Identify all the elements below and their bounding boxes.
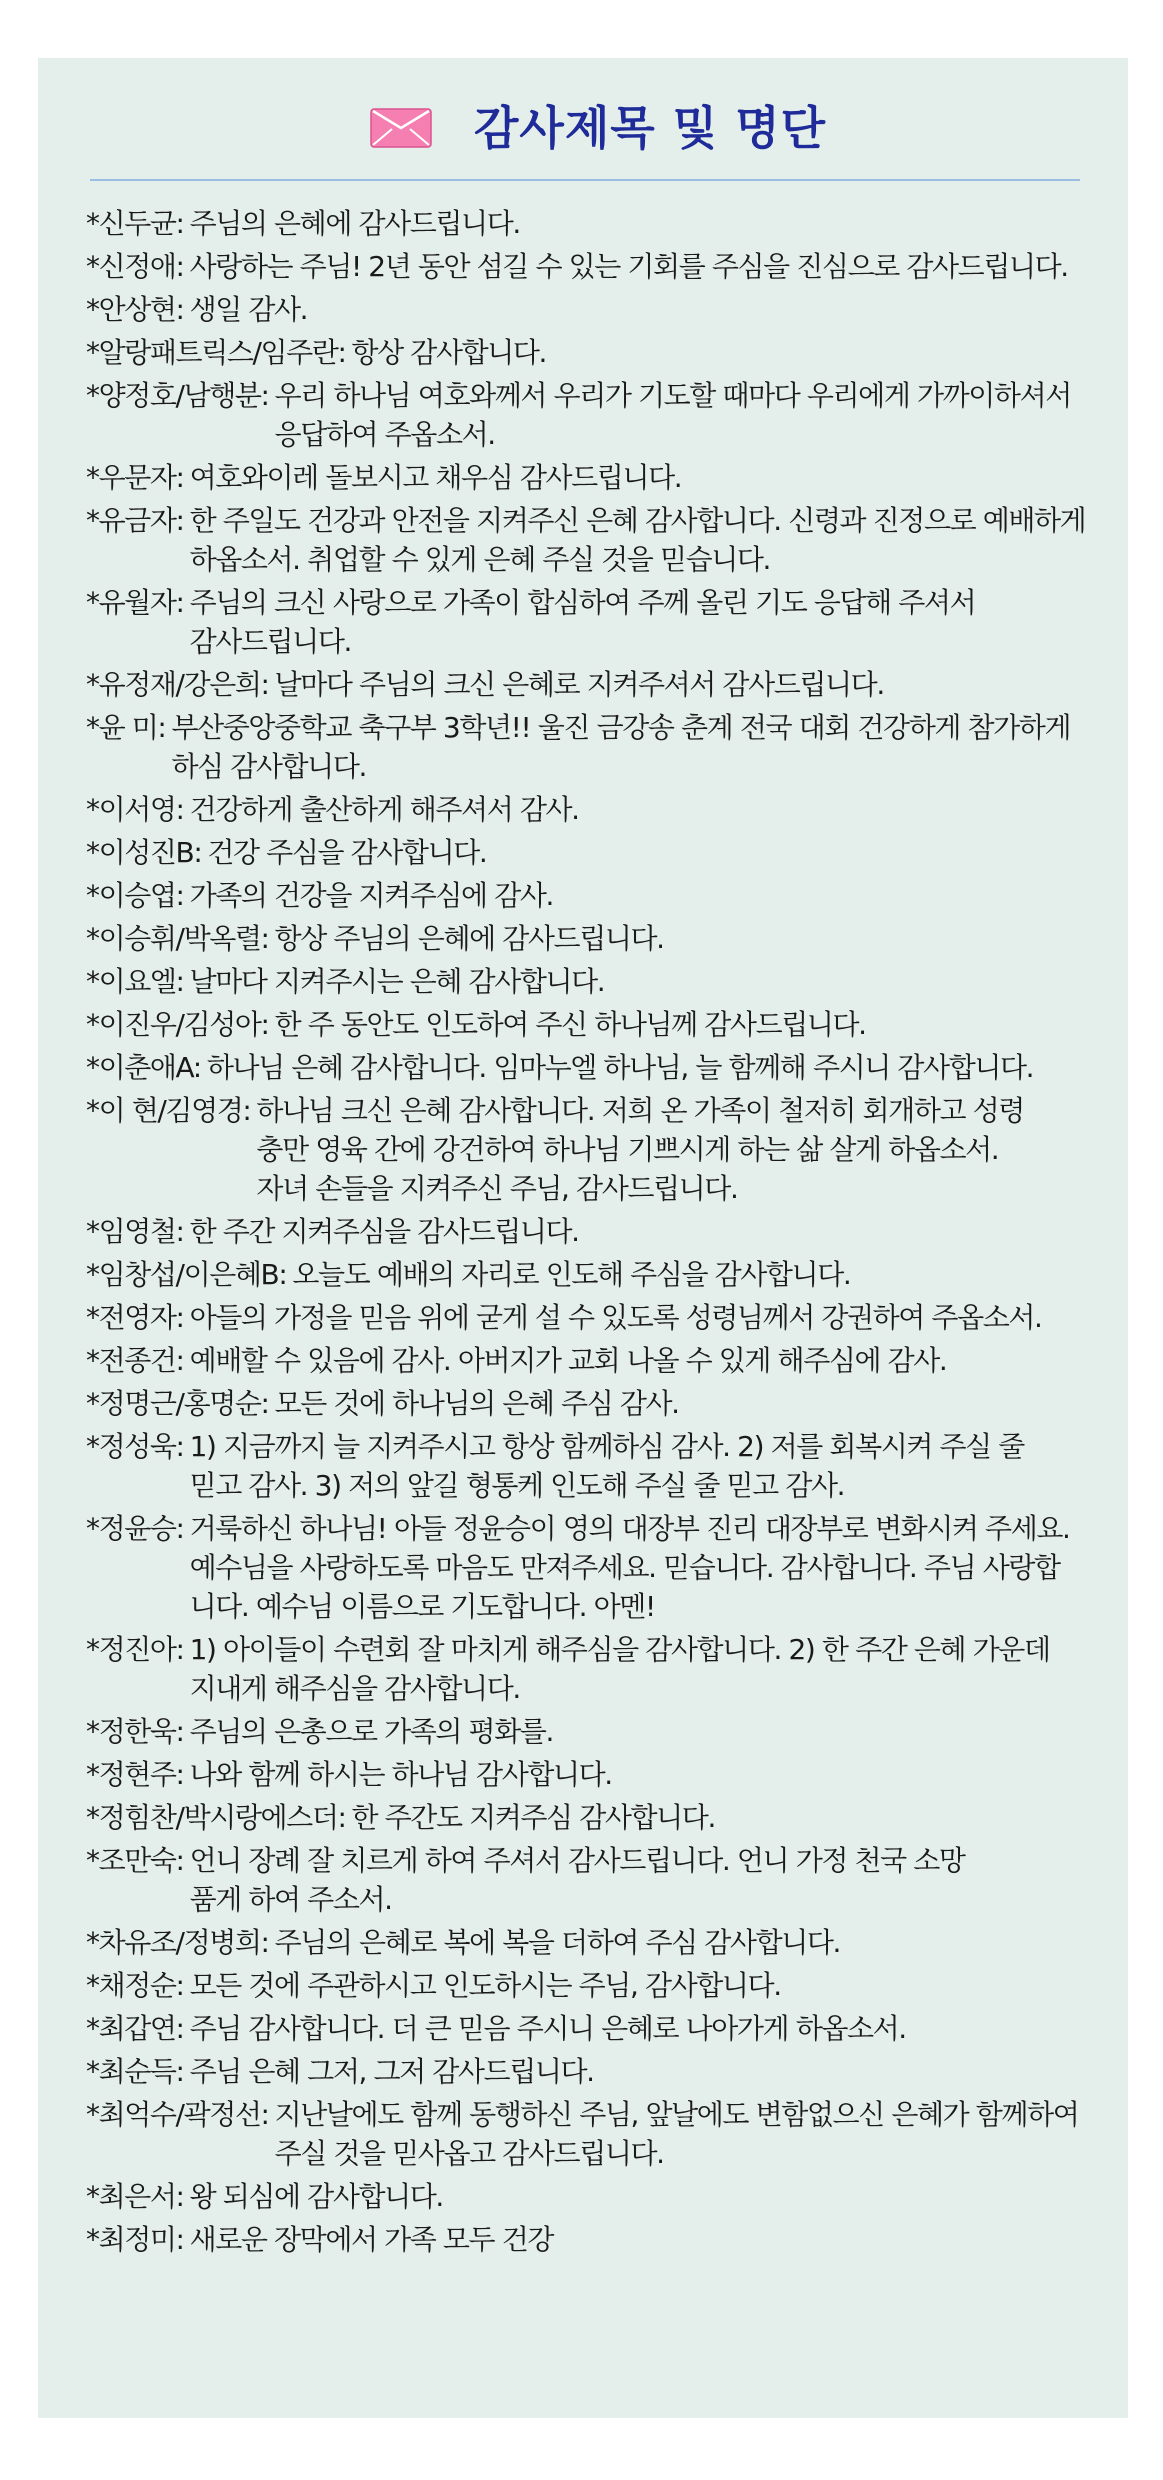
gratitude-message [190,1755,1086,1794]
message-line: 항상 주님의 은혜에 감사드립니다. [274,922,664,955]
list-item [86,2177,1086,2216]
message-line: 감사드립니다. [189,625,351,658]
member-name: *정진아: [86,1633,184,1666]
member-name: *최은서: [86,2180,184,2213]
gratitude-message [275,665,1086,704]
gratitude-message [190,2052,1086,2091]
list-item [86,1255,1086,1294]
gratitude-message [275,1384,1086,1423]
list-item [86,1048,1086,1087]
gratitude-message [190,2220,1086,2259]
member-name: *임창섭/이은혜B: [86,1258,287,1291]
member-name: *이진우/김성아: [86,1008,269,1041]
gratitude-message [207,833,1086,872]
member-name: *윤 미: [86,711,166,744]
message-line: 하나님 크신 은혜 감사합니다. 저희 온 가족이 철저히 회개하고 성령 [256,1094,1024,1127]
message-line: 믿고 감사. 3) 저의 앞길 형통케 인도해 주실 줄 믿고 감사. [189,1469,845,1502]
list-item [86,290,1086,329]
gratitude-message [190,458,1086,497]
message-line: 주님의 크신 사랑으로 가족이 합심하여 주께 올린 기도 응답해 주셔서 [189,586,976,619]
gratitude-message [171,708,1086,786]
list-item [86,1091,1086,1208]
message-line: 한 주일도 건강과 안전을 지켜주신 은혜 감사합니다. 신령과 진정으로 예배하게 [189,504,1086,537]
member-name: *유정재/강은희: [86,668,269,701]
gratitude-message [190,876,1086,915]
gratitude-message [275,1923,1086,1962]
list-item [86,583,1086,661]
member-name: *정성욱: [86,1430,184,1463]
member-name: *이서영: [86,793,184,826]
message-line: 건강 주심을 감사합니다. [207,836,487,869]
message-line: 주님 은혜 그저, 그저 감사드립니다. [189,2055,594,2088]
list-item [86,2009,1086,2048]
list-item [86,376,1086,454]
member-name: *우문자: [86,461,184,494]
message-line: 니다. 예수님 이름으로 기도합니다. 아멘! [189,1590,655,1623]
gratitude-message [275,376,1086,454]
message-line: 모든 것에 주관하시고 인도하시는 주님, 감사합니다. [189,1969,781,2002]
list-item [86,501,1086,579]
message-line: 나와 함께 하시는 하나님 감사합니다. [189,1758,612,1791]
member-name: *이 현/김영경: [86,1094,251,1127]
list-item [86,333,1086,372]
list-item [86,962,1086,1001]
member-name: *신두균: [86,207,184,240]
gratitude-message [256,1091,1086,1208]
message-line: 왕 되심에 감사합니다. [189,2180,443,2213]
message-line: 품게 하여 주소서. [189,1883,392,1916]
gratitude-message [207,1048,1086,1087]
message-line: 하나님 은혜 감사합니다. 임마누엘 하나님, 늘 함께해 주시니 감사합니다. [206,1051,1034,1084]
member-name: *임영철: [86,1215,184,1248]
list-item [86,1005,1086,1044]
message-line: 주님 감사합니다. 더 큰 믿음 주시니 은혜로 나아가게 하옵소서. [189,2012,906,2045]
list-item [86,1755,1086,1794]
member-name: *최순득: [86,2055,184,2088]
list-item [86,1966,1086,2005]
gratitude-message [190,247,1086,286]
envelope-icon [368,104,434,150]
message-line: 사랑하는 주님! 2년 동안 섬길 수 있는 기회를 주심을 진심으로 감사드립니다. [189,250,1068,283]
gratitude-message [190,2009,1086,2048]
member-name: *안상현: [86,293,184,326]
gratitude-message [352,1798,1086,1837]
gratitude-message [190,1630,1086,1708]
message-line: 새로운 장막에서 가족 모두 건강 [189,2223,554,2256]
gratitude-message [190,1966,1086,2005]
message-line: 주님의 은혜로 복에 복을 더하여 주심 감사합니다. [274,1926,841,1959]
gratitude-message [190,1212,1086,1251]
member-name: *정윤승: [86,1512,184,1545]
message-line: 주실 것을 믿사옵고 감사드립니다. [274,2137,664,2170]
list-item [86,833,1086,872]
gratitude-message [275,919,1086,958]
list-item [86,1841,1086,1919]
gratitude-message [190,2177,1086,2216]
message-line: 거룩하신 하나님! 아들 정윤승이 영의 대장부 진리 대장부로 변화시켜 주세요. [189,1512,1070,1545]
message-line: 모든 것에 하나님의 은혜 주심 감사. [274,1387,679,1420]
list-item [86,876,1086,915]
member-name: *알랑패트릭스/임주란: [86,336,346,369]
page-title: 감사제목 및 명단 [474,101,827,155]
member-name: *이요엘: [86,965,184,998]
message-line: 생일 감사. [189,293,308,326]
list-item [86,2220,1086,2259]
list-item [86,1923,1086,1962]
member-name: *이춘애A: [86,1051,201,1084]
list-item [86,1630,1086,1708]
message-line: 한 주 동안도 인도하여 주신 하나님께 감사드립니다. [274,1008,866,1041]
message-line: 한 주간도 지켜주심 감사합니다. [351,1801,715,1834]
gratitude-message [190,1427,1086,1505]
message-line: 주님의 은혜에 감사드립니다. [189,207,520,240]
gratitude-message [190,1341,1086,1380]
message-line: 우리 하나님 여호와께서 우리가 기도할 때마다 우리에게 가까이하셔서 [274,379,1071,412]
message-line: 건강하게 출산하게 해주셔서 감사. [189,793,579,826]
member-name: *전종건: [86,1344,184,1377]
member-name: *이승엽: [86,879,184,912]
message-line: 부산중앙중학교 축구부 3학년!! 울진 금강송 춘계 전국 대회 건강하게 참가하게 [171,711,1071,744]
list-item [86,919,1086,958]
message-line: 1) 아이들이 수련회 잘 마치게 해주심을 감사합니다. 2) 한 주간 은혜 가운데 [189,1633,1050,1666]
message-line: 한 주간 지켜주심을 감사드립니다. [189,1215,579,1248]
gratitude-message [190,204,1086,243]
message-line: 항상 감사합니다. [351,336,547,369]
message-line: 날마다 주님의 크신 은혜로 지켜주셔서 감사드립니다. [274,668,884,701]
gratitude-message [190,962,1086,1001]
gratitude-message [190,1712,1086,1751]
list-item [86,247,1086,286]
member-name: *정명근/홍명순: [86,1387,269,1420]
member-name: *유금자: [86,504,184,537]
member-name: *이성진B: [86,836,202,869]
list-item [86,1298,1086,1337]
list-item [86,708,1086,786]
member-name: *유월자: [86,586,184,619]
member-name: *양정호/남행분: [86,379,269,412]
gratitude-message [190,501,1086,579]
list-item [86,1212,1086,1251]
message-line: 주님의 은총으로 가족의 평화를. [189,1715,554,1748]
message-line: 예수님을 사랑하도록 마음도 만져주세요. 믿습니다. 감사합니다. 주님 사랑합 [189,1551,1060,1584]
gratitude-message [190,790,1086,829]
gratitude-message [190,1298,1086,1337]
message-line: 하심 감사합니다. [171,750,366,783]
member-name: *신정애: [86,250,184,283]
message-line: 여호와이레 돌보시고 채우심 감사드립니다. [189,461,682,494]
title-divider [90,179,1080,181]
member-name: *채정순: [86,1969,184,2002]
message-line: 하옵소서. 취업할 수 있게 은혜 주실 것을 믿습니다. [189,543,771,576]
message-line: 지내게 해주심을 감사합니다. [189,1672,520,1705]
message-line: 가족의 건강을 지켜주심에 감사. [189,879,554,912]
list-item [86,2095,1086,2173]
member-name: *정한욱: [86,1715,184,1748]
gratitude-message [275,1005,1086,1044]
message-line: 1) 지금까지 늘 지켜주시고 항상 함께하심 감사. 2) 저를 회복시켜 주실 줄 [189,1430,1024,1463]
list-item [86,1509,1086,1626]
message-line: 지난날에도 함께 동행하신 주님, 앞날에도 변함없으신 은혜가 함께하여 [274,2098,1079,2131]
message-line: 자녀 손들을 지켜주신 주님, 감사드립니다. [256,1172,738,1205]
member-name: *조만숙: [86,1844,184,1877]
message-line: 충만 영육 간에 강건하여 하나님 기쁘시게 하는 삶 살게 하옵소서. [256,1133,999,1166]
gratitude-message [352,333,1086,372]
gratitude-message [275,2095,1086,2173]
member-name: *최정미: [86,2223,184,2256]
list-item [86,1712,1086,1751]
member-name: *전영자: [86,1301,184,1334]
gratitude-message [292,1255,1086,1294]
gratitude-list [86,204,1086,2263]
gratitude-message [190,290,1086,329]
message-line: 예배할 수 있음에 감사. 아버지가 교회 나올 수 있게 해주심에 감사. [189,1344,947,1377]
list-item [86,1427,1086,1505]
member-name: *최갑연: [86,2012,184,2045]
list-item [86,1384,1086,1423]
gratitude-message [190,1841,1086,1919]
message-line: 오늘도 예배의 자리로 인도해 주심을 감사합니다. [292,1258,851,1291]
list-item [86,458,1086,497]
message-line: 언니 장례 잘 치르게 하여 주셔서 감사드립니다. 언니 가정 천국 소망 [189,1844,965,1877]
member-name: *이승휘/박옥렬: [86,922,269,955]
message-line: 응답하여 주옵소서. [274,418,495,451]
page-header [38,98,1128,158]
list-item [86,1798,1086,1837]
content-panel [38,58,1128,2418]
member-name: *차유조/정병희: [86,1926,269,1959]
list-item [86,204,1086,243]
list-item [86,665,1086,704]
message-line: 아들의 가정을 믿음 위에 굳게 설 수 있도록 성령님께서 강권하여 주옵소서. [189,1301,1042,1334]
list-item [86,790,1086,829]
list-item [86,2052,1086,2091]
gratitude-message [190,1509,1086,1626]
message-line: 날마다 지켜주시는 은혜 감사합니다. [189,965,605,998]
member-name: *최억수/곽정선: [86,2098,269,2131]
gratitude-message [190,583,1086,661]
member-name: *정현주: [86,1758,184,1791]
member-name: *정힘찬/박시랑에스더: [86,1801,346,1834]
list-item [86,1341,1086,1380]
